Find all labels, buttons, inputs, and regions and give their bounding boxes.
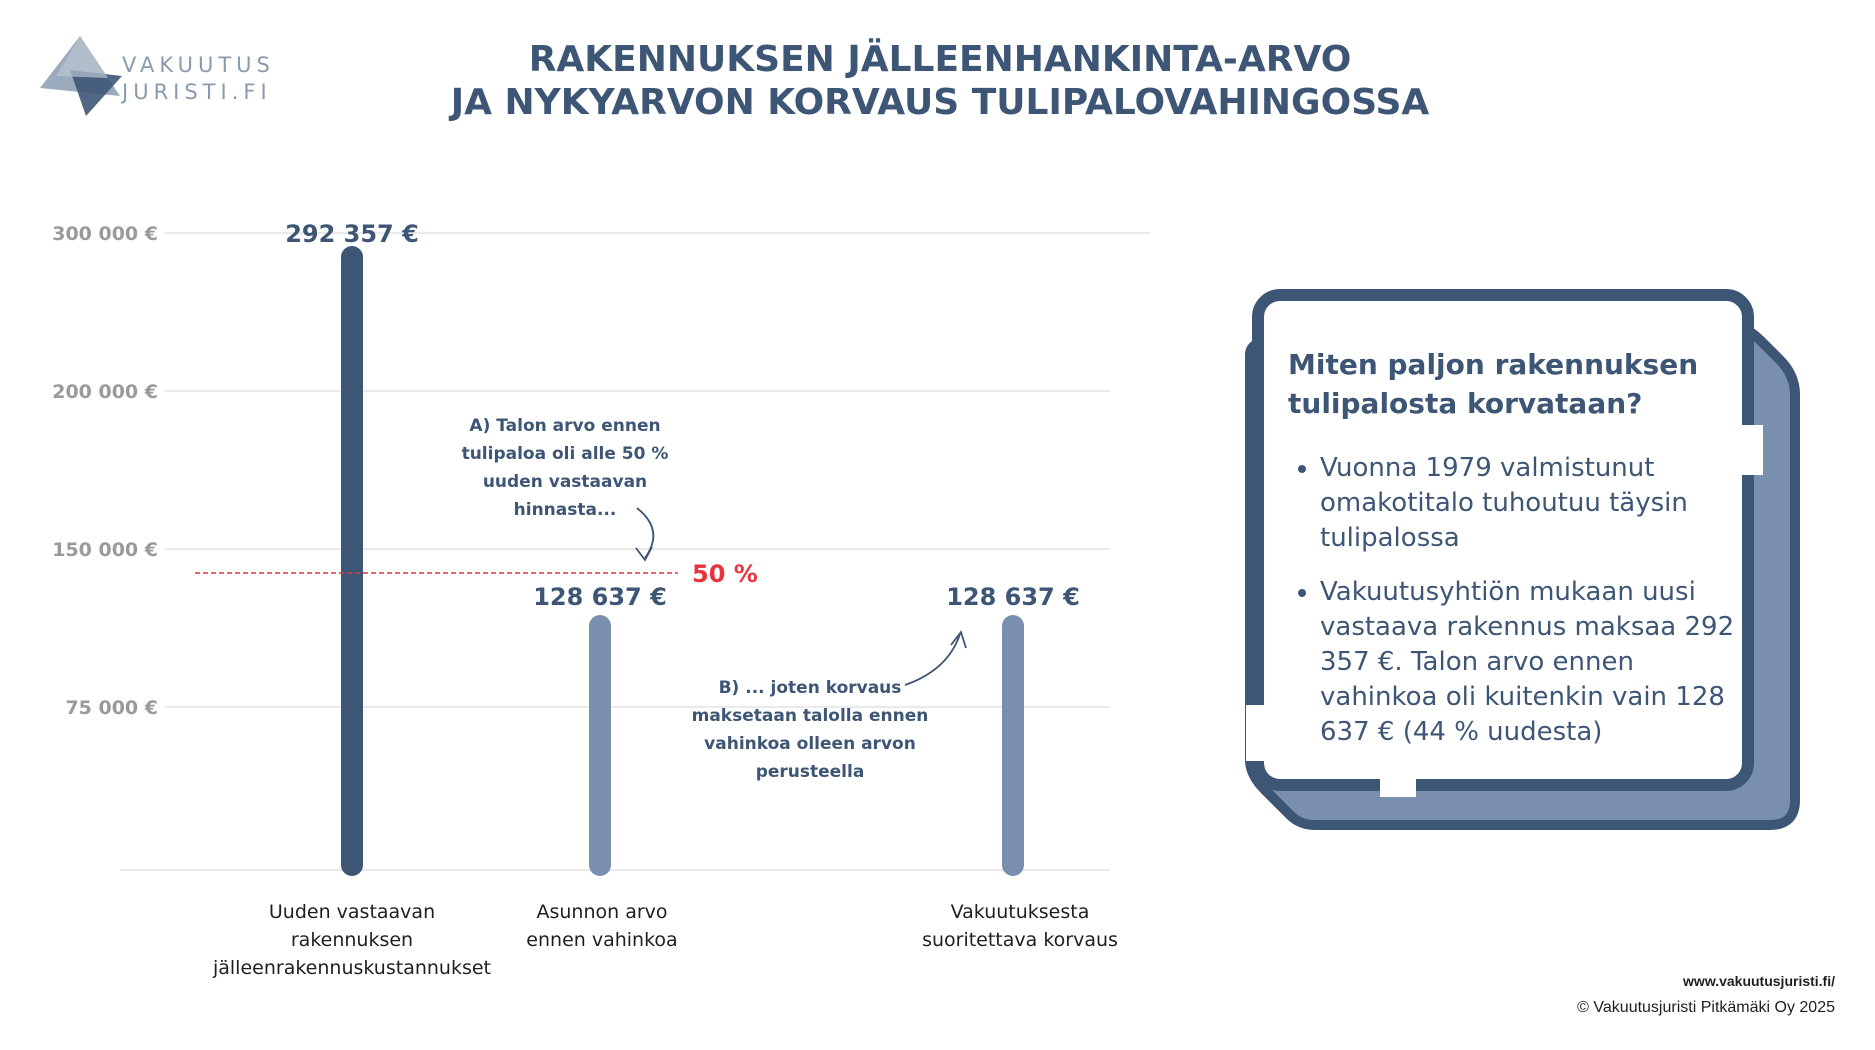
y-tick-label: 150 000 €	[52, 539, 158, 561]
card-bullet: • Vakuutusyhtiön mukaan uusi vastaava rakennus maksaa 292 357 €. Talon arvo ennen vahinkoa oli kuitenkin vain 128 637 € (44 % uudesta)	[1320, 575, 1738, 750]
y-tick-label: 300 000 €	[52, 223, 158, 245]
card-bullet-list	[1278, 451, 1738, 750]
bar-value-label: 128 637 €	[946, 583, 1080, 611]
annotation-b: B) ... joten korvaus maksetaan talolla ennen vahinkoa olleen arvon perusteella	[691, 678, 929, 782]
card-bullet: • Vuonna 1979 valmistunut omakotitalo tuhoutuu täysin tulipalossa	[1320, 451, 1738, 556]
title-line-1: RAKENNUKSEN JÄLLEENHANKINTA-ARVO	[528, 39, 1352, 80]
bar-value-label: 292 357 €	[285, 220, 419, 248]
annotation-a: A) Talon arvo ennen tulipaloa oli alle 50 % uuden vastaavan hinnasta...	[461, 416, 669, 520]
category-label-replacement-cost: Uuden vastaavan rakennuksen jälleenrakennuskustannukset	[212, 901, 491, 979]
title-line-2: JA NYKYARVON KORVAUS TULIPALOVAHINGOSSA	[450, 82, 1430, 123]
info-card	[1278, 309, 1738, 769]
bar-value-label: 128 637 €	[533, 583, 667, 611]
card-title: Miten paljon rakennuksen tulipalosta korvataan?	[1288, 348, 1699, 420]
y-tick-label: 200 000 €	[52, 381, 158, 403]
category-label-value-before-damage: Asunnon arvo ennen vahinkoa	[526, 901, 678, 951]
category-label-compensation: Vakuutuksesta suoritettava korvaus	[922, 901, 1118, 951]
footer-url[interactable]: www.vakuutusjuristi.fi/	[1683, 973, 1835, 989]
footer-copyright: © Vakuutusjuristi Pitkämäki Oy 2025	[1577, 999, 1835, 1016]
reference-line-label: 50 %	[692, 560, 758, 588]
y-tick-label: 75 000 €	[65, 697, 158, 719]
logo-text: VAKUUTUS JURISTI.FI	[122, 53, 275, 104]
